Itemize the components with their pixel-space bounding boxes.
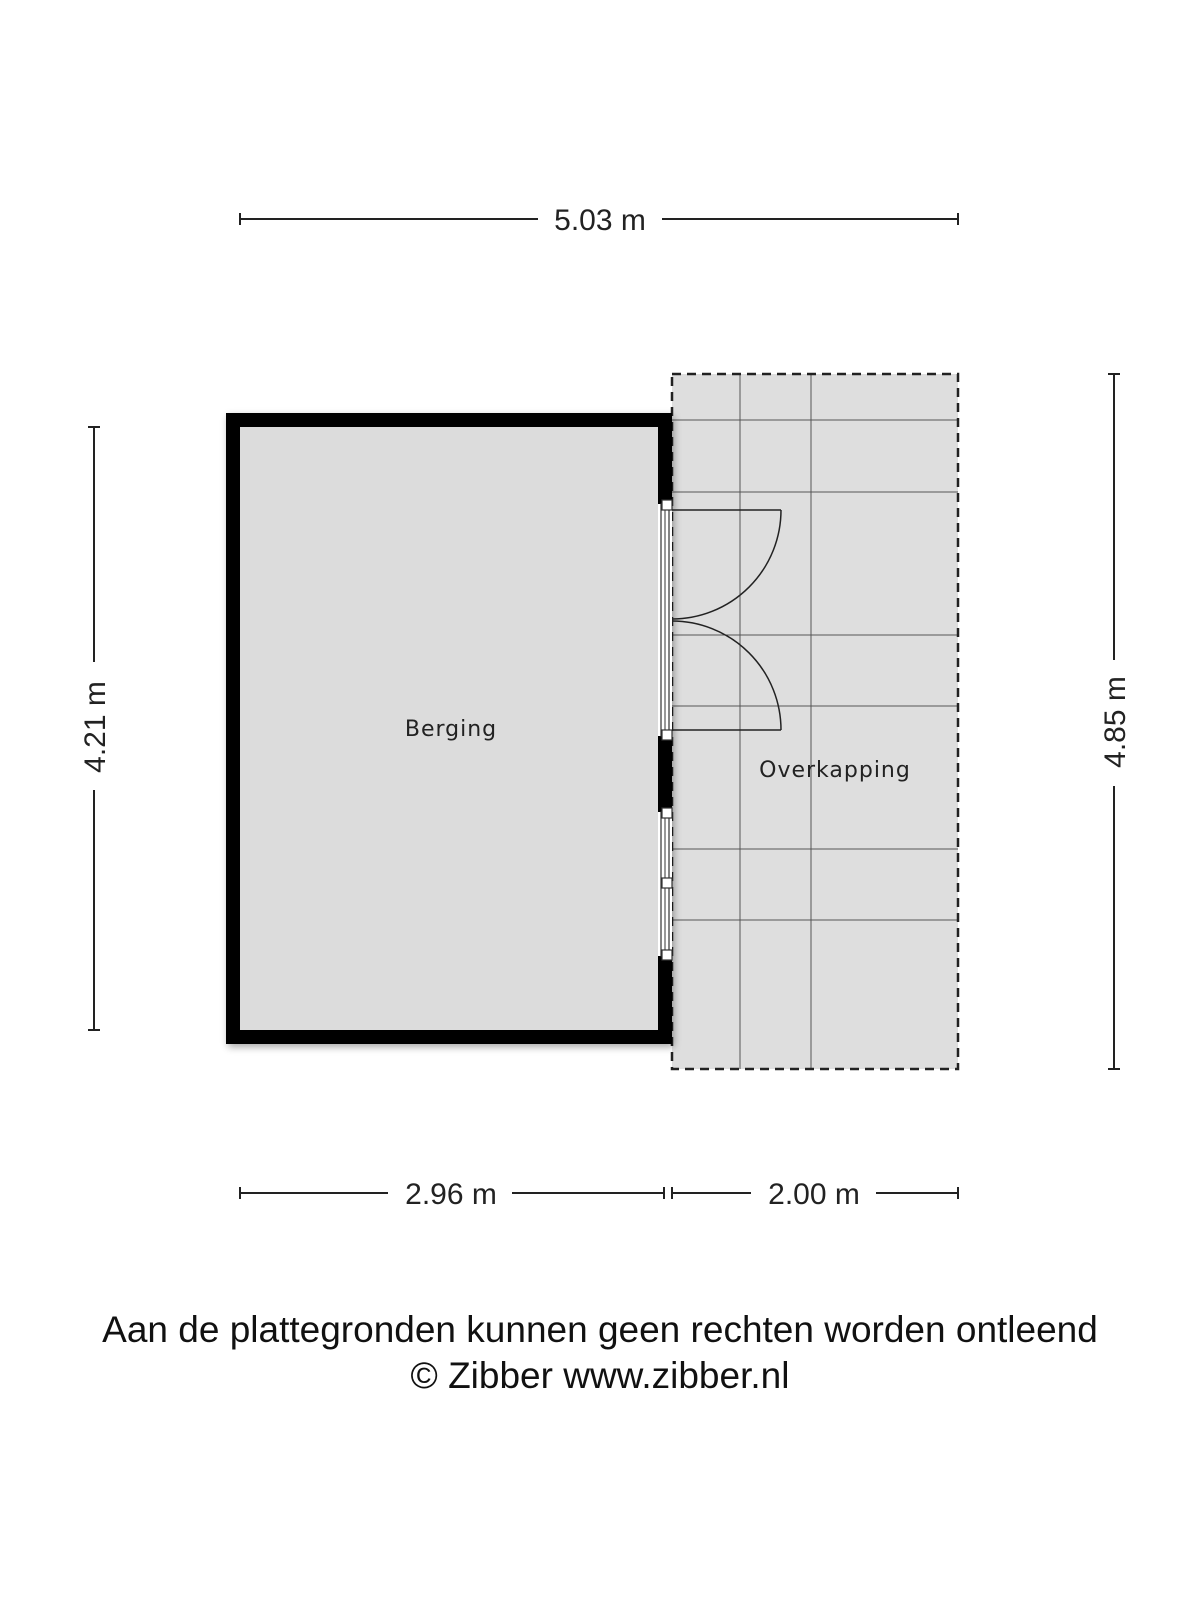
dimension-label-bottom-right: 2.00 m xyxy=(768,1178,860,1211)
room-label-berging: Berging xyxy=(404,717,498,742)
dimension-label-top: 5.03 m xyxy=(554,204,646,237)
dimension-label-right: 4.85 m xyxy=(1099,676,1132,768)
room-label-overkapping: Overkapping xyxy=(759,758,911,783)
canopy-overkapping xyxy=(672,374,958,1069)
dimension-label-bottom-left: 2.96 m xyxy=(405,1178,497,1211)
window xyxy=(658,808,672,960)
copyright-text: © Zibber www.zibber.nl xyxy=(410,1355,790,1396)
dimension-label-left: 4.21 m xyxy=(79,681,112,773)
disclaimer-text: Aan de plattegronden kunnen geen rechten worden ontleend xyxy=(102,1309,1098,1350)
